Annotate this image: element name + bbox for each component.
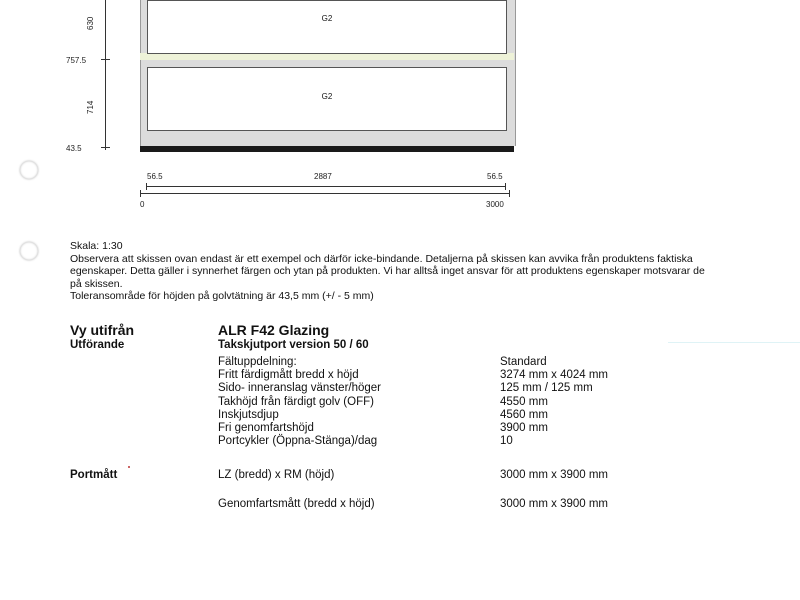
spec-row-label: Takhöjd från färdigt golv (OFF): [218, 395, 374, 408]
version-label: Takskjutport version 50 / 60: [218, 339, 369, 351]
overall-dimension-line: [140, 193, 510, 194]
binder-hole-icon: [20, 161, 38, 179]
design-label: Utförande: [70, 339, 125, 351]
view-label: Vy utifrån: [70, 322, 135, 338]
port-row-label: LZ (bredd) x RM (höjd): [218, 469, 335, 481]
disclaimer-line: egenskaper. Detta gäller i synnerhet färgen och ytan på produkten. Vi har alltså inget ansvar för att produktens egenskaper motsvarar de: [70, 265, 705, 277]
spec-row-label: Portcykler (Öppna-Stänga)/dag: [218, 435, 378, 448]
door-panel-g2-lower: [147, 67, 507, 131]
disclaimer-line: Observera att skissen ovan endast är ett exempel och därför icke-bindande. Detaljerna på skissen kan avvika från produktens faktiska: [70, 252, 693, 265]
dim-label-left: 56.5: [147, 172, 163, 181]
dim-label-714: 714: [86, 100, 95, 114]
spec-labels: [218, 356, 381, 448]
tolerance-text: Toleransområde för höjden på golvtätning är 43,5 mm (+/ - 5 mm): [70, 290, 374, 302]
spec-row-value: 10: [500, 435, 513, 448]
dim-label-630: 630: [86, 16, 95, 30]
port-row-value: 3000 mm x 3900 mm: [500, 469, 609, 481]
spec-row-label: Inskjutsdjup: [218, 408, 279, 421]
spec-row-value: 3900 mm: [500, 422, 548, 435]
spec-row-label: Fältuppdelning:: [218, 356, 297, 368]
spec-values: [500, 356, 608, 448]
dim-label-end: 3000: [486, 200, 504, 209]
panel-divider: [140, 53, 514, 60]
port-row-value: 3000 mm x 3900 mm: [500, 498, 609, 510]
spec-row-label: Fritt färdigmått bredd x höjd: [218, 369, 359, 382]
port-row-label: Genomfartsmått (bredd x höjd): [218, 498, 375, 510]
model-title: ALR F42 Glazing: [218, 322, 330, 338]
panel-label: G2: [321, 14, 333, 23]
binder-hole-icon: [20, 242, 38, 260]
spec-row-label: Sido- inneranslag vänster/höger: [218, 382, 382, 395]
spec-row-value: 4550 mm: [500, 395, 548, 408]
door-panel-g2-upper: [147, 0, 507, 54]
spec-row-label: Fri genomfartshöjd: [218, 422, 314, 435]
spec-row-value: Standard: [500, 356, 547, 368]
bottom-dimension-line: [146, 186, 506, 187]
panel-label: G2: [321, 92, 333, 101]
dim-label-43: 43.5: [66, 144, 82, 153]
spec-row-value: 3274 mm x 4024 mm: [500, 369, 609, 382]
port-dimensions-label: Portmått: [70, 469, 118, 481]
disclaimer-line: på skissen.: [70, 277, 123, 290]
dim-label-mid: 2887: [314, 172, 332, 181]
left-dimension-line: [105, 0, 106, 150]
dim-label-start: 0: [140, 200, 145, 209]
dim-label-757: 757.5: [66, 56, 87, 65]
dim-label-right: 56.5: [487, 172, 503, 181]
spec-row-value: 4560 mm: [500, 408, 548, 421]
drawing-notes: [70, 240, 790, 303]
spec-row-value: 125 mm / 125 mm: [500, 382, 593, 395]
scan-line: [668, 342, 800, 343]
scale-text: Skala: 1:30: [70, 240, 123, 252]
floor-seal-bar: [140, 146, 514, 152]
